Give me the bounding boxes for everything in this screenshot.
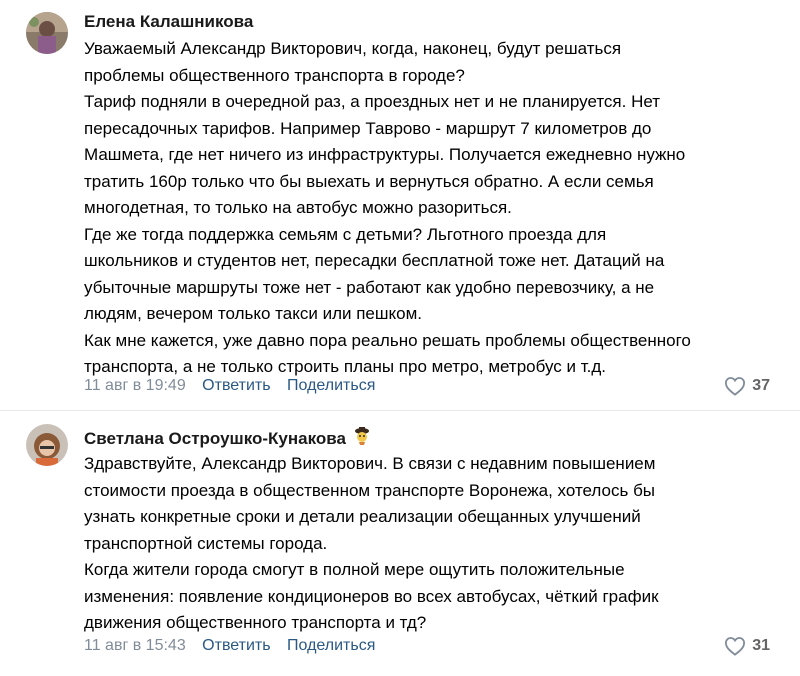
comment-line: многодетная, то только на автобус можно разориться. [84, 198, 512, 217]
comment-text [84, 36, 784, 381]
comment-line: Машмета, где нет ничего из инфраструктуры. Получается ежедневно нужно [84, 145, 686, 164]
sticker-icon [352, 426, 372, 452]
comment-line: Где же тогда поддержка семьям с детьми? Льготного проезда для [84, 224, 607, 244]
comment-line: Тариф подняли в очередной раз, а проездных нет и не планируется. Нет [84, 92, 661, 111]
heart-icon [724, 376, 746, 396]
comment-line: транспортной системы города. [84, 533, 328, 553]
comment-footer [84, 376, 375, 396]
like-count: 31 [752, 637, 770, 654]
heart-icon [724, 636, 746, 656]
comment-line: Уважаемый Александр Викторович, когда, наконец, будут решаться [84, 39, 622, 58]
avatar[interactable] [26, 12, 68, 54]
comment-date[interactable]: 11 авг в 19:49 [84, 377, 186, 394]
comment-line: убыточные маршруты тоже нет - работают как удобно перевозчику, а не [84, 277, 655, 297]
comment-line: людям, вечером только такси или пешком. [84, 304, 422, 323]
comment-line: Когда жители города смогут в полной мере ощутить положительные [84, 560, 625, 579]
comment-line: проблемы общественного транспорта в городе? [84, 65, 465, 85]
comment-line: узнать конкретные сроки и детали реализации обещанных улучшений [84, 507, 641, 526]
comment-divider [0, 410, 800, 411]
comment-line: транспорта, а не только строить планы про метро, метробус и т.д. [84, 357, 607, 376]
comment-line: тратить 160р только что бы выехать и вернуться обратно. А если семья [84, 171, 654, 191]
comment-author[interactable] [84, 426, 372, 452]
reply-button[interactable]: Ответить [202, 637, 271, 654]
comment-author-name[interactable]: Светлана Остроушко-Кунакова [84, 429, 346, 448]
comment-text [84, 451, 784, 637]
comment-line: Как мне кажется, уже давно пора реально решать проблемы общественного [84, 330, 691, 350]
comment-line: изменения: появление кондиционеров во всех автобусах, чёткий график [84, 586, 659, 606]
reply-button[interactable]: Ответить [202, 377, 271, 394]
comment-line: стоимости проезда в общественном транспорте Воронежа, хотелось бы [84, 480, 656, 500]
comment-footer [84, 636, 375, 656]
comment-date[interactable]: 11 авг в 15:43 [84, 637, 186, 654]
share-button[interactable]: Поделиться [287, 377, 376, 394]
comment-line: школьников и студентов нет, пересадки бесплатной тоже нет. Датаций на [84, 251, 665, 270]
comment-line: пересадочных тарифов. Например Таврово - маршрут 7 километров до [84, 118, 652, 138]
like-button[interactable] [724, 636, 770, 656]
like-button[interactable] [724, 376, 770, 396]
avatar[interactable] [26, 424, 68, 466]
share-button[interactable]: Поделиться [287, 637, 376, 654]
like-count: 37 [752, 377, 770, 394]
comment-author[interactable]: Елена Калашникова [84, 12, 254, 31]
comment-line: движения общественного транспорта и тд? [84, 613, 427, 632]
comment-line: Здравствуйте, Александр Викторович. В связи с недавним повышением [84, 454, 656, 473]
